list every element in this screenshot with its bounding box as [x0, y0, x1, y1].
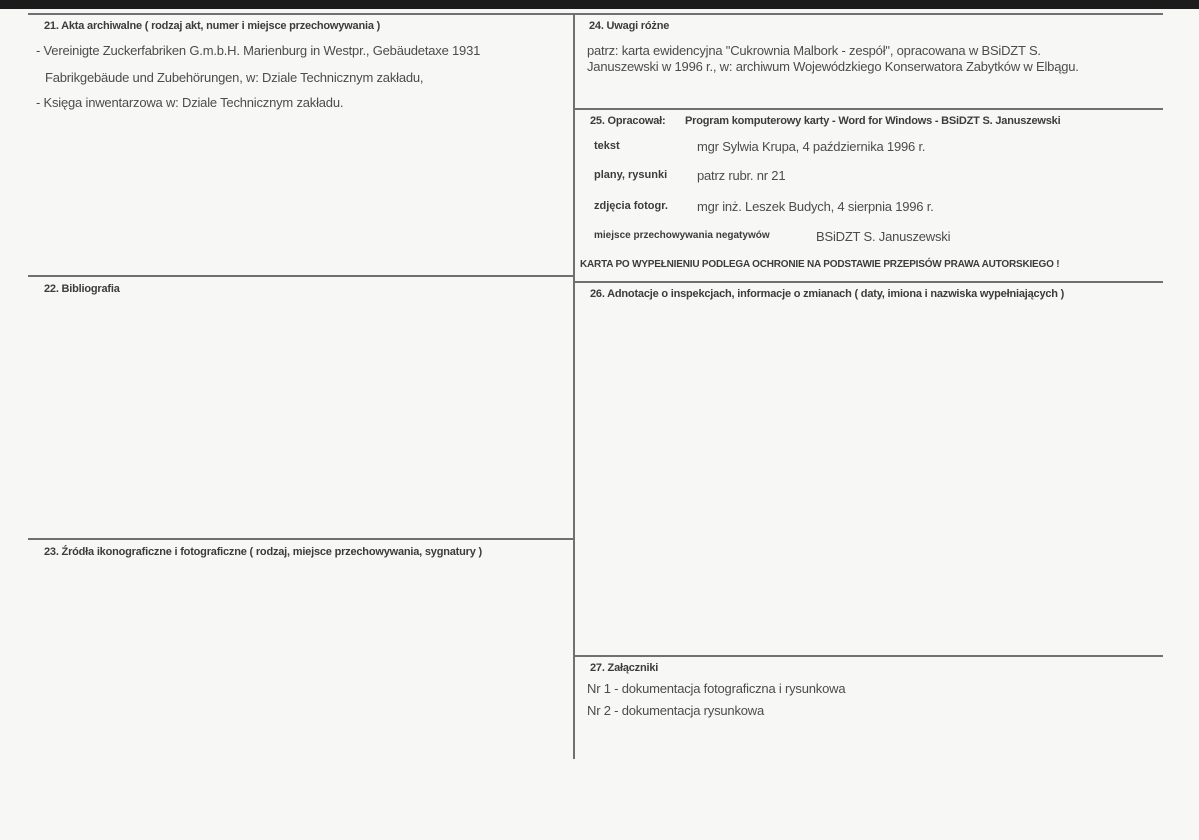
copyright-notice: KARTA PO WYPEŁNIENIU PODLEGA OCHRONIE NA PODSTAWIE PRZEPISÓW PRAWA AUTORSKIEGO ! [580, 259, 1060, 270]
section-22-heading: 22. Bibliografia [44, 283, 120, 295]
section-23-heading: 23. Źródła ikonograficzne i fotograficzne ( rodzaj, miejsce przechowywania, sygnatury ) [44, 546, 482, 558]
section-24-heading: 24. Uwagi różne [589, 20, 670, 32]
section-25-heading-label: 25. Opracował: [590, 115, 666, 127]
top-rule [28, 13, 1163, 15]
section-25-row-value: patrz rubr. nr 21 [697, 168, 786, 183]
rule-21-22 [28, 275, 574, 277]
section-24-line: Januszewski w 1996 r., w: archiwum Wojewódzkiego Konserwatora Zabytków w Elbągu. [587, 59, 1079, 74]
top-edge [0, 0, 1199, 9]
section-25-row-label: plany, rysunki [594, 169, 668, 181]
section-27-line: Nr 1 - dokumentacja fotograficzna i rysunkowa [587, 681, 846, 696]
section-27-line: Nr 2 - dokumentacja rysunkowa [587, 703, 764, 718]
section-25-row-value: BSiDZT S. Januszewski [816, 229, 951, 244]
rule-24-25 [574, 108, 1163, 110]
section-25-heading-value: Program komputerowy karty - Word for Windows - BSiDZT S. Januszewski [685, 115, 1061, 127]
section-26-heading: 26. Adnotacje o inspekcjach, informacje o zmianach ( daty, imiona i nazwiska wypełniających ) [590, 288, 1065, 300]
section-21-line: Fabrikgebäude und Zubehörungen, w: Dziale Technicznym zakładu, [45, 70, 424, 85]
section-21-line: - Księga inwentarzowa w: Dziale Technicznym zakładu. [36, 95, 344, 110]
center-divider [573, 13, 575, 759]
section-21-line: - Vereinigte Zuckerfabriken G.m.b.H. Marienburg in Westpr., Gebäudetaxe 1931 [36, 43, 481, 58]
rule-26-27 [574, 655, 1163, 657]
rule-22-23 [28, 538, 574, 540]
section-25-row-label: miejsce przechowywania negatywów [594, 230, 770, 241]
section-21-heading: 21. Akta archiwalne ( rodzaj akt, numer i miejsce przechowywania ) [44, 20, 381, 32]
section-25-row-value: mgr Sylwia Krupa, 4 października 1996 r. [697, 139, 926, 154]
rule-25-26 [574, 281, 1163, 283]
section-25-row-label: zdjęcia fotogr. [594, 200, 668, 212]
section-25-row-label: tekst [594, 140, 620, 152]
section-24-line: patrz: karta ewidencyjna "Cukrownia Malbork - zespół", opracowana w BSiDZT S. [587, 43, 1041, 58]
section-25-row-value: mgr inż. Leszek Budych, 4 sierpnia 1996 r. [697, 199, 934, 214]
section-27-heading: 27. Załączniki [590, 662, 659, 674]
